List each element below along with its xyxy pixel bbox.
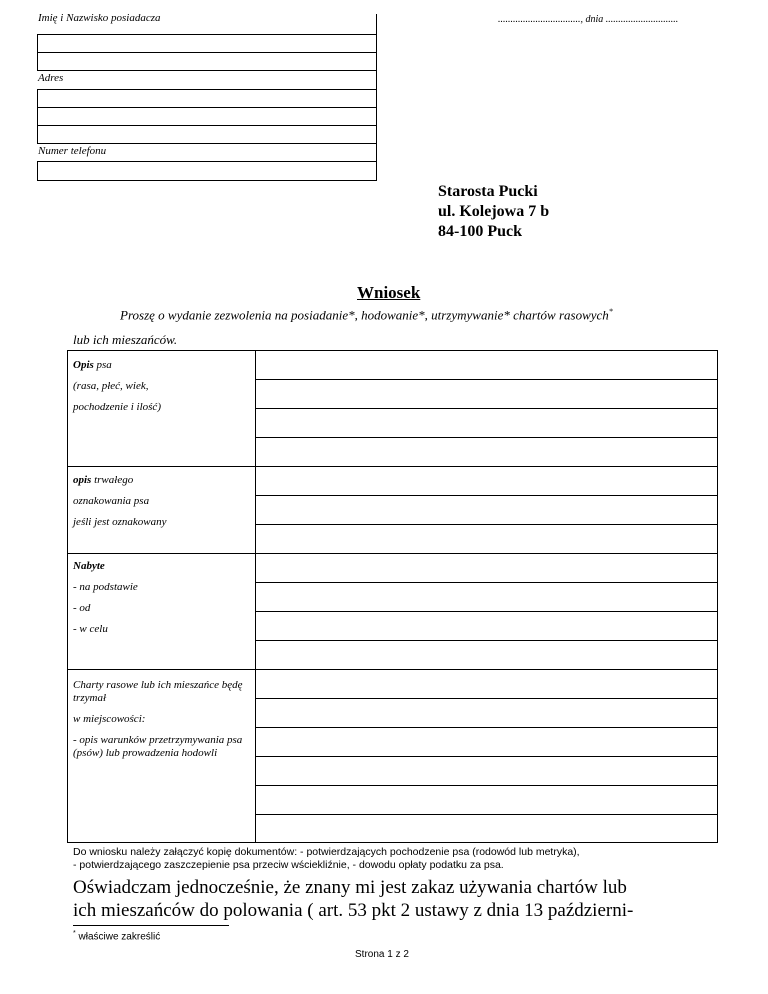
section-keeping-location: [73, 679, 253, 760]
answer-line[interactable]: [255, 756, 718, 757]
section-dog-description-title: Opis psa: [73, 359, 112, 371]
section-marking: [73, 474, 167, 529]
request-intro-text: Proszę o wydanie zezwolenia na posiadanie*, hodowanie*, utrzymywanie* chartów rasowych: [120, 307, 609, 323]
addressee-postal-city: 84-100 Puck: [438, 223, 522, 240]
address-box-left-border: [37, 89, 38, 144]
answer-line[interactable]: [255, 698, 718, 699]
statement-line: Oświadczam jednocześnie, że znany mi jest zakaz używania chartów lub: [73, 877, 627, 898]
phone-box-left-border: [37, 161, 38, 180]
section-dog-description: [73, 359, 161, 414]
answer-line[interactable]: [255, 408, 718, 409]
phone-field-line-2: [37, 180, 377, 181]
section-divider: [67, 669, 255, 670]
answer-line[interactable]: [255, 611, 718, 612]
answer-line[interactable]: [255, 524, 718, 525]
attachments-note: [73, 846, 580, 872]
addressee-street: ul. Kolejowa 7 b: [438, 203, 550, 220]
answer-line[interactable]: [255, 553, 718, 554]
address-label: Adres: [38, 72, 64, 84]
section-acquired: [73, 560, 138, 636]
answer-line[interactable]: [255, 437, 718, 438]
section-dog-description-line: (rasa, płeć, wiek,: [73, 380, 149, 392]
section-dog-description-line: pochodzenie i ilość): [73, 401, 161, 413]
answer-line[interactable]: [255, 727, 718, 728]
name-field-line-3: [37, 70, 377, 71]
section-acquired-title: Nabyte: [73, 560, 105, 572]
statement-paragraph: [73, 876, 633, 922]
section-acquired-line: - od: [73, 602, 91, 614]
request-intro-line-2: lub ich mieszańców.: [73, 332, 178, 347]
phone-field-line-1[interactable]: [37, 161, 377, 162]
request-intro-line-1: [120, 307, 613, 323]
applicant-name-label: Imię i Nazwisko posiadacza: [38, 12, 161, 24]
address-field-line-4: [37, 143, 377, 144]
attachments-note-line: Do wniosku należy załączyć kopię dokumentów: - potwierdzających pochodzenie psa (rodowód lub metryka),: [73, 846, 580, 858]
address-field-line-1[interactable]: [37, 89, 377, 90]
name-field-line-1[interactable]: [37, 34, 377, 35]
page-number: Strona 1 z 2: [355, 949, 409, 960]
section-acquired-line: - w celu: [73, 623, 108, 635]
applicant-box-right-border: [376, 14, 377, 180]
dog-details-table: [67, 350, 718, 843]
phone-label: Numer telefonu: [38, 145, 107, 157]
section-acquired-line: - na podstawie: [73, 581, 138, 593]
section-divider: [67, 466, 255, 467]
answer-line[interactable]: [255, 640, 718, 641]
footnote-text: właściwe zakreślić: [75, 931, 161, 943]
table-column-divider: [255, 350, 256, 843]
section-keeping-location-line: - opis warunków przetrzymywania psa (psów) lub prowadzenia hodowli: [73, 734, 243, 759]
answer-line[interactable]: [255, 814, 718, 815]
footnote: [73, 930, 160, 942]
statement-line: ich mieszańców do polowania ( art. 53 pkt 2 ustawy z dnia 13 październi-: [73, 900, 634, 921]
address-field-line-2[interactable]: [37, 107, 377, 108]
address-field-line-3[interactable]: [37, 125, 377, 126]
name-field-line-2[interactable]: [37, 52, 377, 53]
answer-line[interactable]: [255, 379, 718, 380]
answer-line[interactable]: [255, 466, 718, 467]
footnote-separator: [73, 925, 229, 926]
document-title: Wniosek: [357, 283, 421, 302]
section-marking-title: opis trwałego: [73, 474, 134, 486]
place-date-line: ................................., dnia .............................: [498, 14, 679, 25]
answer-line[interactable]: [255, 785, 718, 786]
answer-line[interactable]: [255, 669, 718, 670]
section-divider: [67, 553, 255, 554]
section-keeping-location-line: w miejscowości:: [73, 713, 146, 725]
section-keeping-location-title: Charty rasowe lub ich mieszańce będę trzymał: [73, 679, 243, 704]
request-intro-footnote-mark: *: [608, 307, 613, 316]
attachments-note-line: - potwierdzającego zaszczepienie psa przeciw wściekliźnie, - dowodu opłaty podatku za psa.: [73, 859, 504, 871]
answer-line[interactable]: [255, 582, 718, 583]
footnote-mark: *: [73, 930, 76, 937]
addressee-block: [438, 182, 549, 242]
addressee-office: Starosta Pucki: [438, 183, 538, 200]
answer-line[interactable]: [255, 495, 718, 496]
section-marking-line: oznakowania psa: [73, 495, 150, 507]
section-marking-line: jeśli jest oznakowany: [73, 516, 167, 528]
